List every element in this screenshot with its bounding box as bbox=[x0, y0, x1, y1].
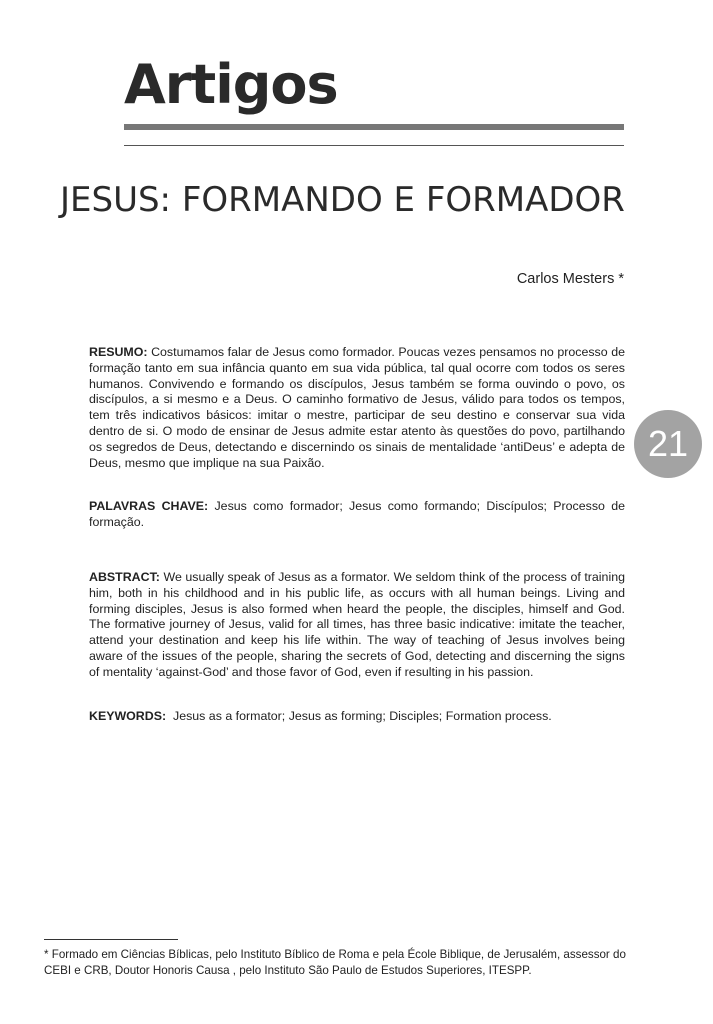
resumo-label: RESUMO: bbox=[89, 345, 148, 359]
footnote: * Formado em Ciências Bíblicas, pelo Instituto Bíblico de Roma e pela École Biblique, de Jerusalém, assessor do CEBI e CRB, Doutor Honoris Causa , pelo Instituto São Paulo de Estudos Superiores, ITESPP. bbox=[44, 948, 626, 977]
keywords-label: KEYWORDS: bbox=[89, 709, 167, 723]
abstract-label: ABSTRACT: bbox=[89, 570, 160, 584]
header-rule-thin bbox=[124, 145, 624, 146]
page-number-badge: 21 bbox=[634, 410, 702, 478]
palavras-chave-label: PALAVRAS CHAVE: bbox=[89, 499, 209, 513]
resumo-text: Costumamos falar de Jesus como formador. Poucas vezes pensamos no processo de formação tanto em sua infância quanto em sua vida pública, tal qual ocorre com todos os seres humanos. Convivendo e formando os discípulos, Jesus também se forma ouvindo o povo, os discípulos, a si mesmo e a Deus. O caminho formativo de Jesus, válido para todos os tempos, tem três indicativos básicos: imitar o mestre, participar de seu destino e conservar sua vida dentro de si. O modo de ensinar de Jesus admite estar atento às questões do povo, partilhando os segredos de Deus, detectando e discernindo os sinais de mentalidade ‘antiDeus’ e adepta de Deus, mesmo que implique na sua Paixão. bbox=[89, 345, 625, 470]
abstract-paragraph bbox=[89, 570, 625, 681]
palavras-chave-paragraph bbox=[89, 499, 625, 531]
abstract-text: We usually speak of Jesus as a formator. We seldom think of the process of training him, both in his childhood and in his public life, as occurs with all human beings. Living and forming disciples, Jesus is also formed when heard the people, the disciples, himself and God. The formative journey of Jesus, valid for all times, has three basic indicative: imitate the teacher, attend your destination and keep his life within. The way of teaching of Jesus involves being aware of the issues of the people, sharing the secrets of God, detecting and discerning the signs of mentality ‘against-God’ and those favor of God, even if resulting in his passion. bbox=[89, 570, 625, 679]
resumo-paragraph bbox=[89, 345, 625, 471]
keywords-text: Jesus as a formator; Jesus as forming; Disciples; Formation process. bbox=[173, 709, 552, 723]
header-rule-thick bbox=[124, 124, 624, 130]
palavras-chave-text: Jesus como formador; Jesus como formando; Discípulos; Processo de formação. bbox=[89, 499, 625, 529]
keywords-paragraph bbox=[89, 709, 625, 725]
section-title: Artigos bbox=[124, 53, 338, 116]
article-title: JESUS: FORMANDO E FORMADOR bbox=[60, 180, 625, 220]
footnote-rule bbox=[44, 939, 178, 940]
article-author: Carlos Mesters * bbox=[516, 271, 624, 287]
